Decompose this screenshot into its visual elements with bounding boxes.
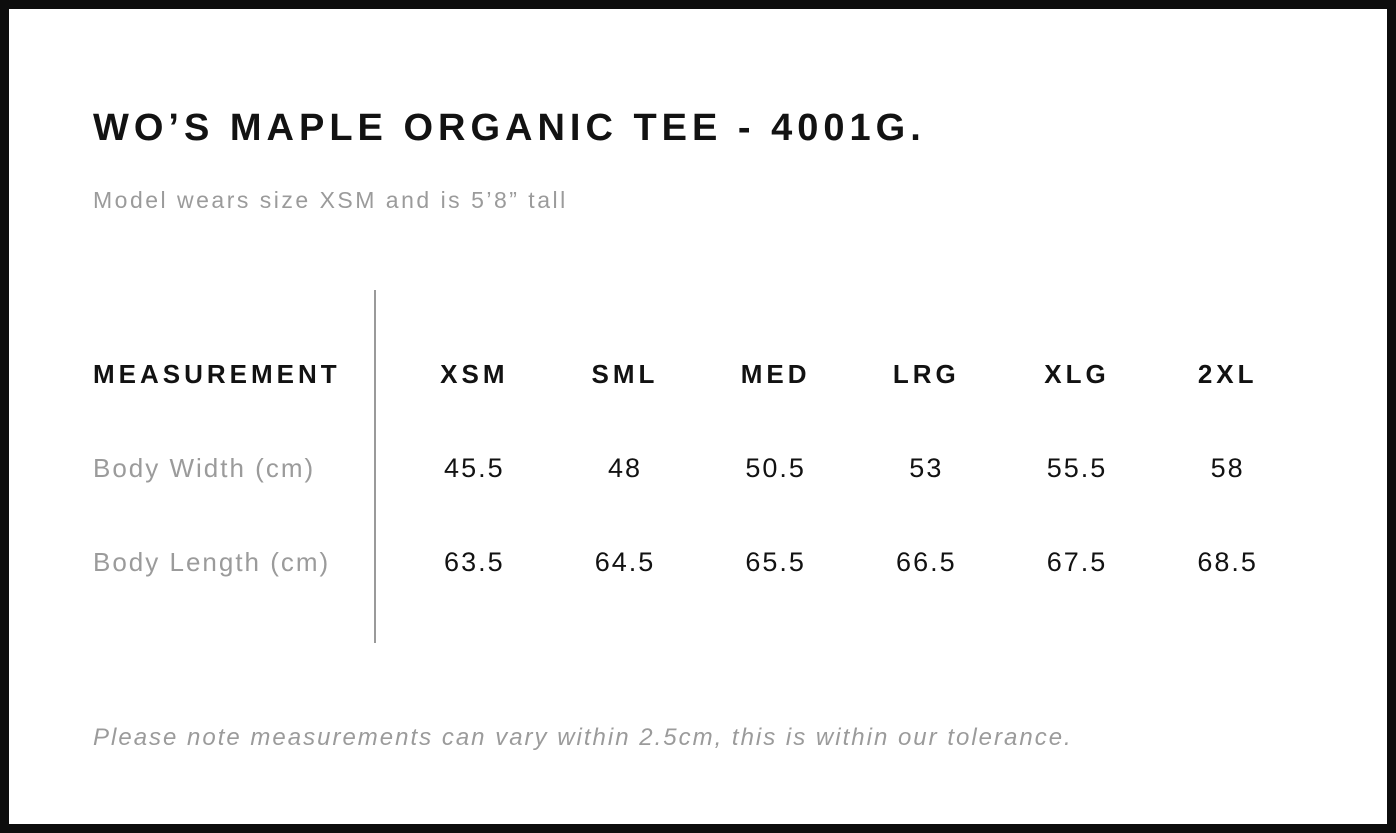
column-header-xlg: XLG [1044,358,1110,389]
column-header-lrg: LRG [892,358,960,389]
column-header-2xl: 2XL [1197,358,1258,389]
body-length-2xl: 68.5 [1197,546,1258,577]
size-chart-grid [93,327,1303,609]
body-width-xlg: 55.5 [1046,452,1108,483]
size-chart [93,290,1303,643]
body-length-xsm: 63.5 [444,546,505,577]
body-width-lrg: 53 [909,452,944,483]
body-width-2xl: 58 [1210,452,1245,483]
column-header-measurement: MEASUREMENT [93,358,341,389]
tolerance-note: Please note measurements can vary within 2.5cm, this is within our tolerance. [93,724,1073,751]
row-label-body-length: Body Length (cm) [93,546,331,577]
page-content [9,106,1387,753]
body-length-xlg: 67.5 [1046,546,1108,577]
body-width-sml: 48 [607,452,643,483]
body-length-lrg: 66.5 [896,546,957,577]
column-header-sml: SML [591,358,659,389]
column-header-xsm: XSM [440,358,509,389]
model-size-note: Model wears size XSM and is 5’8” tall [93,187,568,213]
column-header-med: MED [740,358,811,389]
row-label-body-width: Body Width (cm) [93,452,316,483]
page-title: WO’S MAPLE ORGANIC TEE - 4001G. [93,107,926,149]
column-divider [374,290,376,643]
body-width-med: 50.5 [745,452,806,483]
body-length-sml: 64.5 [594,546,656,577]
body-length-med: 65.5 [745,546,806,577]
body-width-xsm: 45.5 [444,452,505,483]
